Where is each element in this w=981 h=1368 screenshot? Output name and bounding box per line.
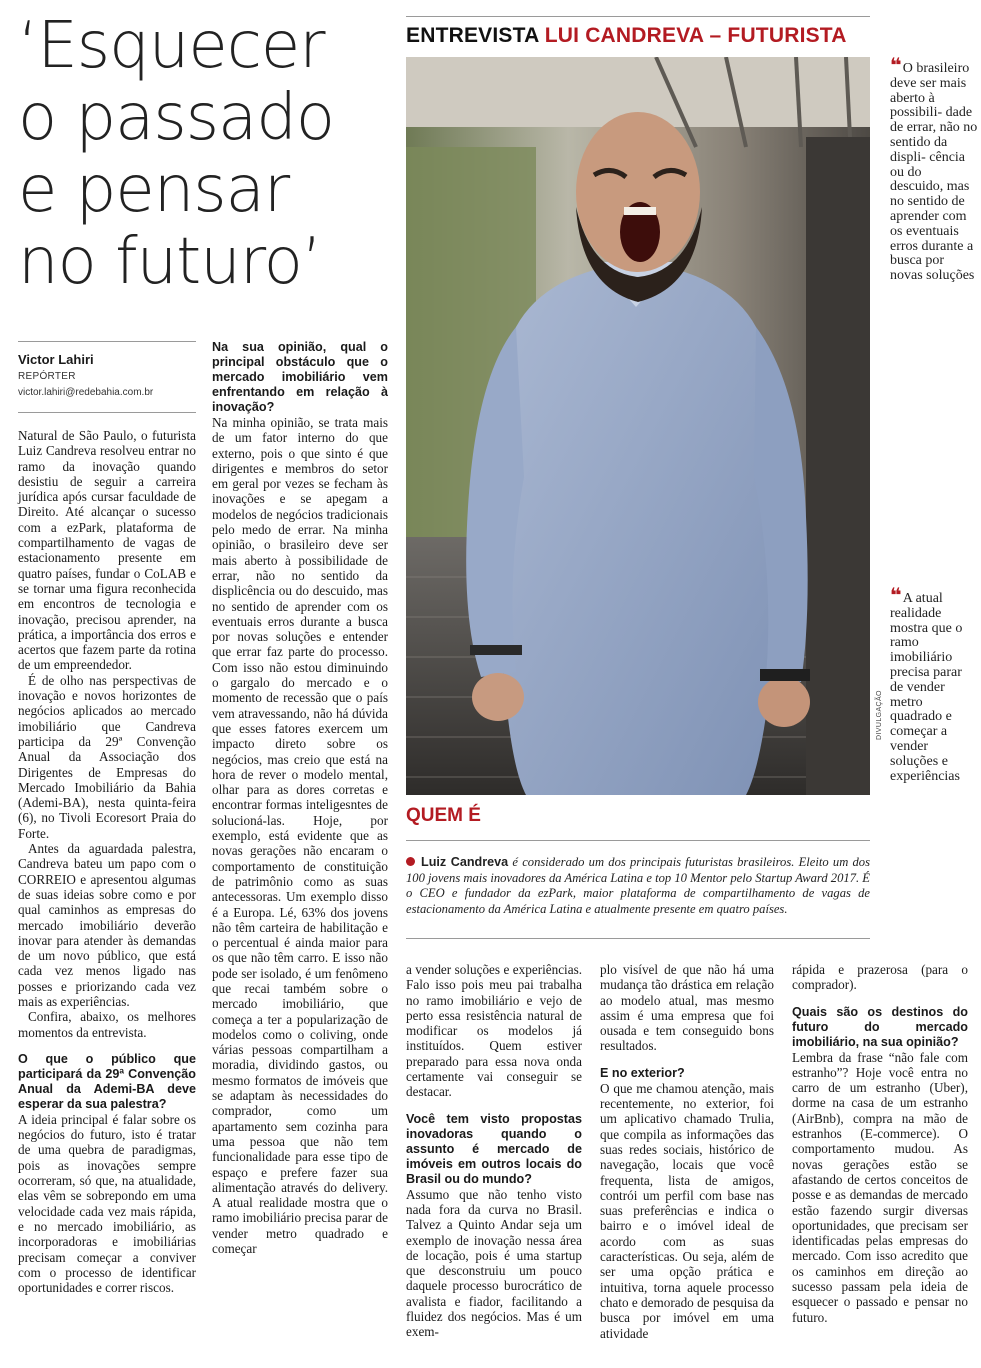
byline-rule — [18, 341, 196, 342]
headline-line: no futuro’ — [18, 225, 322, 299]
pull-quote-text: A atual realidade mostra que o ramo imobiliário precisa parar de vender metro quadrado e começar a vender soluções e experiências — [890, 591, 963, 784]
body-paragraph: Antes da aguardada palestra, Candreva bateu um papo com o CORREIO e apresentou algumas de suas ideias sobre como e por qual caminhos as empresas do mercado imobiliário deverão inovar para atender às demandas de um novo público, que está cada vez menos ligado nas posses e priorizando cada vez mais as experiências. — [18, 841, 196, 1009]
article-column-3 — [406, 962, 582, 1340]
author-name: Victor Lahiri — [18, 352, 94, 367]
profile-rule — [406, 840, 870, 841]
photo-illustration — [406, 57, 870, 795]
article-column-5 — [792, 962, 968, 1325]
headline — [18, 10, 378, 298]
interview-question: E no exterior? — [600, 1065, 685, 1080]
interview-answer: Lembra da frase “não fale com estranho”? Hoje você entra no carro de um estranho (Uber), dorme na casa de um estranho (AirBnb), compra na mão de estranhos (E-commerce). O comportamento mudou. As novas gerações estão se afastando de certos conceitos de posse e as demandas de mercado estão fazendo surgir diversas oportunidades, que precisam ser identificadas pelas empresas do mercado. Com isso acredito que os caminhos em direção ao sucesso passam pela ideia de esquecer o passado e pensar no futuro. — [792, 1049, 968, 1325]
interviewee-photo — [406, 57, 870, 795]
headline-line: e pensar — [18, 153, 290, 227]
profile-bottom-rule — [406, 938, 870, 939]
pull-quote-text: O brasileiro deve ser mais aberto à possibili- dade de errar, não no sentido da displi- cência ou do descuido, mas no sentido de aprender com os eventuais erros durante a busca por novas soluções — [890, 61, 978, 284]
headline-line: ‘Esquecer — [18, 9, 325, 83]
pull-quote — [890, 53, 978, 284]
profile-title: QUEM É — [406, 805, 481, 826]
article-column-2 — [212, 340, 388, 1256]
kicker-subject: LUI CANDREVA – FUTURISTA — [544, 24, 847, 47]
interview-question: Quais são os destinos do futuro do mercado imobiliário, na sua opinião? — [792, 1004, 968, 1049]
section-kicker — [406, 24, 847, 48]
interview-question: O que o público que participará da 29ª Convenção Anual da Ademi-BA deve esperar da sua palestra? — [18, 1051, 196, 1111]
profile-description: é considerado um dos principais futuristas brasileiros. Eleito um dos 100 jovens mais inovadores da América Latina e top 10 Mentor pelo Startup Award 2017. É o CEO e fundador da ezPark, maior plataforma de compartilhamento de vagas de estacionamento da América Latina e atualmente presente em quatro países. — [406, 855, 871, 916]
author-role: REPÓRTER — [18, 371, 76, 382]
top-rule — [406, 16, 870, 17]
interview-answer: O que me chamou atenção, mais recentemente, no exterior, foi um aplicativo chamado Trulia, que compila as informações das suas redes sociais, histórico de navegação, locais que você frequenta, lista de amigos, contrói um perfil com base nas suas preferências e indica o bairro e o imóvel ideal de acordo com as suas características. Ou seja, além de ser uma opção prática e intuitiva, torna aquele processo chato e demorado de pesquisa da busca por imóvel em uma atividade — [600, 1080, 774, 1341]
body-paragraph: É de olho nas perspectivas de inovação e novos horizontes de negócios aplicados ao mercado imobiliário que Candreva participa da 29ª Convenção Anual da Associação dos Dirigentes de Empresas do Mercado Imobiliário da Bahia (Ademi-BA), nesta quinta-feira (6), no Tivoli Ecoresort Praia do Forte. — [18, 672, 196, 841]
interview-answer: plo visível de que não há uma mudança tão drástica em relação ao modelo atual, mas mesmo assim é uma empresa que foi ousada e tem conseguido bons resultados. — [600, 962, 774, 1054]
pull-quote — [890, 583, 978, 784]
article-column-4 — [600, 962, 774, 1341]
headline-line: o passado — [18, 81, 335, 155]
quote-mark-icon: ❝ — [890, 583, 899, 607]
interview-answer: a vender soluções e experiências. Falo isso pois meu pai trabalha no ramo imobiliário e vejo de perto essa resistência natural de modificar os modelos já instituídos. Quem estiver preparado para essa nova onda certamente vai conseguir se destacar. — [406, 962, 582, 1100]
bullet-dot-icon — [406, 857, 415, 866]
profile-name: Luiz Candreva — [421, 855, 509, 869]
photo-credit: DIVULGAÇÃO — [876, 690, 883, 740]
quote-mark-icon: ❝ — [890, 53, 899, 77]
kicker-label: ENTREVISTA — [406, 24, 539, 47]
article-column-1 — [18, 428, 196, 1295]
byline-bottom-rule — [18, 412, 196, 413]
profile-text — [406, 855, 870, 917]
body-paragraph: Confira, abaixo, os melhores momentos da entrevista. — [18, 1009, 196, 1040]
body-paragraph: Natural de São Paulo, o futurista Luiz Candreva resolveu entrar no ramo da inovação quando desistiu de seguir a carreira jurídica após cursar faculdade de Direito. Até alcançar o sucesso com a ezPark, plataforma de compartilhamento de vagas de estacionamento presente em quatro países, fundar o CoLAB e se tornar uma figura reconhecida em encontros de tecnologia e inovação, precisou aprender, na prática, a importância dos erros e acertos que fazem parte da rotina de um empreendedor. — [18, 428, 196, 673]
interview-question: Você tem visto propostas inovadoras quando o assunto é mercado de imóveis em outros locais do Brasil ou do mundo? — [406, 1111, 582, 1186]
author-email: victor.lahiri@redebahia.com.br — [18, 387, 154, 398]
interview-answer: Assumo que não tenho visto nada fora da curva no Brasil. Talvez a Quinto Andar seja um exemplo de inovação nessa área de locação, pois é uma startup que desconstruiu um pouco daquele processo burocrático de avalista e fiador, facilitando a fluidez dos negócios. Mas é um exem- — [406, 1186, 582, 1340]
interview-answer: Na minha opinião, se trata mais de um fator interno do que externo, pois o que sinto é que dirigentes e membros do setor em geral por vezes se fecham às inovações e se apegam a modelos de negócios tradicionais pelo medo de errar. Na minha opinião, o brasileiro deve ser mais aberto à possibilidade de errar, não no sentido da displicência ou do descuido, mas no sentido de aprender com os eventuais erros durante a busca por novas soluções e entender que errar faz parte do processo. Com isso não estou diminuindo o gargalo do mercado e o momento de recessão que o país vem atravessando, não há dúvida que esses fatores exercem um impacto direto sobre os negócios, mas creio que está na hora de rever o modelo mental, olhar para as dores corretas e encontrar formas inteligesntes de solucioná-las. Hoje, por exemplo, está evidente que as novas gerações não encaram o comportamento de constituição de patrimônio como as suas antecessoras. Um exemplo disso é a Europa. Lé, 63% dos jovens não têm carteira de habilitação e o percentual é ainda maior para os que não têm carro. E isso não pode ser isolado, é um fenômeno que recai também sobre o mercado imobiliário, que começa a ter a popularização de modelos como o coliving, onde várias pessoas compartilham a moradia, dividindo gastos, ou mesmo formatos de imóveis que se adaptam às necessidades do comprador, como um apartamento sem cozinha para uma pessoa que não tem funcionalidade para esse tipo de espaço e prefere fazer sua alimentação através do delivery. A atual realidade mostra que o ramo imobiliário precisa parar de vender metro quadrado e começar — [212, 415, 388, 1257]
interview-question: Na sua opinião, qual o principal obstáculo que o mercado imobiliário vem enfrentando em relação à inovação? — [212, 340, 388, 414]
interview-answer: rápida e prazerosa (para o comprador). — [792, 962, 968, 993]
interview-answer: A ideia principal é falar sobre os negócios do futuro, isto é tratar de uma quebra de paradigmas, pois as inovações sempre ocorreram, só que, na atualidade, elas vêm se sobrepondo em uma velocidade cada vez mais rápida, e no mercado imobiliário, as incorporadoras e imobiliárias precisam começar a conviver com o processo de identificar oportunidades e correr riscos. — [18, 1111, 196, 1296]
